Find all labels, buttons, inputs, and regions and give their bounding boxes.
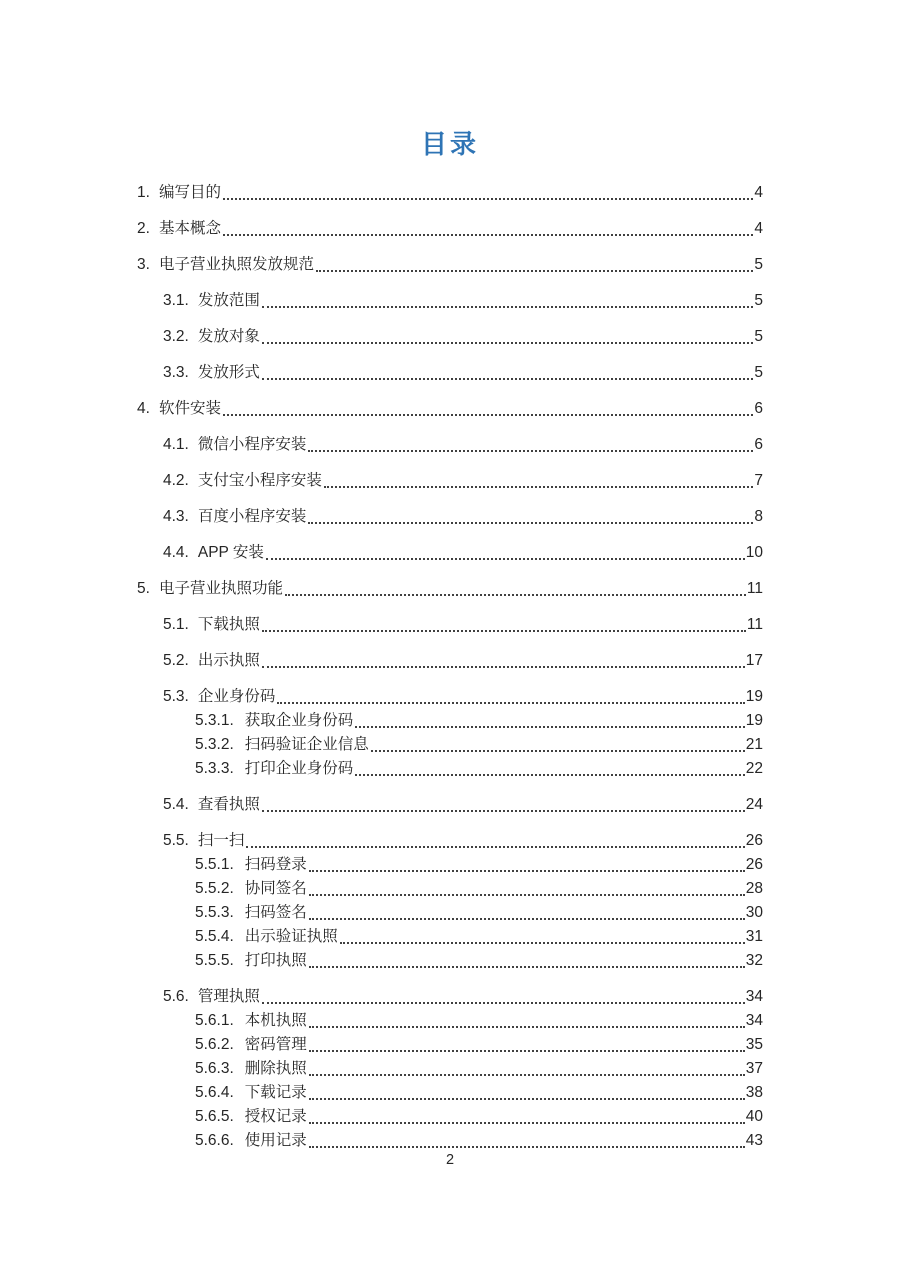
toc-entry-label: 基本概念 bbox=[158, 220, 221, 237]
toc-entry-number: 5.5.3. bbox=[195, 904, 234, 921]
toc-leader-dots bbox=[277, 702, 744, 704]
toc-entry-label: 出示验证执照 bbox=[244, 928, 338, 945]
toc-entry[interactable] bbox=[137, 853, 763, 877]
toc-entry[interactable] bbox=[137, 397, 763, 421]
toc-entry-number: 2. bbox=[137, 220, 150, 237]
toc-entry-number: 5.5.1. bbox=[195, 856, 234, 873]
toc-entry-page: 24 bbox=[745, 796, 763, 813]
toc-entry-page: 40 bbox=[745, 1108, 763, 1125]
toc-entry-label: 扫码验证企业信息 bbox=[244, 736, 369, 753]
toc-leader-dots bbox=[262, 666, 745, 668]
toc-leader-dots bbox=[355, 726, 744, 728]
toc-title: 目录 bbox=[420, 129, 479, 159]
toc-entry-label: 软件安装 bbox=[158, 400, 221, 417]
toc-entry[interactable] bbox=[137, 505, 763, 529]
toc-entry-page: 28 bbox=[745, 880, 763, 897]
toc-entry-page: 4 bbox=[754, 220, 763, 237]
toc-entry[interactable] bbox=[137, 901, 763, 925]
toc-entry-number: 4.1. bbox=[163, 436, 189, 453]
toc-leader-dots bbox=[262, 306, 754, 308]
toc-entry[interactable] bbox=[137, 1033, 763, 1057]
toc-entry[interactable] bbox=[137, 829, 763, 853]
toc-entry[interactable] bbox=[137, 613, 763, 637]
toc-entry-number: 4.3. bbox=[163, 508, 189, 525]
toc-entry-label: 获取企业身份码 bbox=[244, 712, 354, 729]
toc-entry[interactable] bbox=[137, 361, 763, 385]
toc-entry-number: 5.5.5. bbox=[195, 952, 234, 969]
toc-entry-label: 百度小程序安装 bbox=[197, 508, 307, 525]
toc-entry[interactable] bbox=[137, 793, 763, 817]
toc-entry-page: 5 bbox=[754, 256, 763, 273]
toc-entry[interactable] bbox=[137, 325, 763, 349]
toc-leader-dots bbox=[340, 942, 745, 944]
toc-entry-number: 3.3. bbox=[163, 364, 189, 381]
toc-entry-number: 5.6.1. bbox=[195, 1012, 234, 1029]
toc-leader-dots bbox=[309, 966, 745, 968]
toc-entry-number: 5.6.5. bbox=[195, 1108, 234, 1125]
toc-leader-dots bbox=[309, 894, 745, 896]
toc-entry-label: 管理执照 bbox=[197, 988, 260, 1005]
toc-entry-number: 3.2. bbox=[163, 328, 189, 345]
toc-entry-page: 6 bbox=[754, 400, 763, 417]
toc-leader-dots bbox=[309, 1146, 745, 1148]
toc-leader-dots bbox=[309, 1026, 745, 1028]
toc-entry-label: 发放对象 bbox=[197, 328, 260, 345]
toc-entry-page: 31 bbox=[745, 928, 763, 945]
toc-entry[interactable] bbox=[137, 757, 763, 781]
toc-entry[interactable] bbox=[137, 289, 763, 313]
toc-entry-label: 电子营业执照功能 bbox=[158, 580, 283, 597]
toc-entry-label: 密码管理 bbox=[244, 1036, 307, 1053]
toc-entry-number: 5.3.2. bbox=[195, 736, 234, 753]
toc-entry-number: 5.5. bbox=[163, 832, 189, 849]
toc-leader-dots bbox=[371, 750, 745, 752]
toc-leader-dots bbox=[246, 846, 744, 848]
toc-entry-number: 5.6.4. bbox=[195, 1084, 234, 1101]
toc-leader-dots bbox=[266, 558, 745, 560]
toc-entry-page: 30 bbox=[745, 904, 763, 921]
toc-entry[interactable] bbox=[137, 1081, 763, 1105]
toc-entry-page: 7 bbox=[754, 472, 763, 489]
toc-leader-dots bbox=[262, 378, 754, 380]
toc-entry-page: 6 bbox=[754, 436, 763, 453]
toc-entry-number: 1. bbox=[137, 184, 150, 201]
toc-entry-page: 5 bbox=[754, 364, 763, 381]
toc-leader-dots bbox=[262, 630, 746, 632]
toc-entry-number: 5.4. bbox=[163, 796, 189, 813]
toc-entry-number: 4.2. bbox=[163, 472, 189, 489]
toc-leader-dots bbox=[285, 594, 746, 596]
toc-entry-label: 编写目的 bbox=[158, 184, 221, 201]
toc-entry-number: 5.1. bbox=[163, 616, 189, 633]
toc-entry[interactable] bbox=[137, 469, 763, 493]
toc-entry-page: 11 bbox=[746, 580, 763, 597]
toc-entry-page: 26 bbox=[745, 832, 763, 849]
toc-entry[interactable] bbox=[137, 709, 763, 733]
toc-entry-label: 授权记录 bbox=[244, 1108, 307, 1125]
toc-entry-label: 发放范围 bbox=[197, 292, 260, 309]
toc-leader-dots bbox=[316, 270, 753, 272]
toc-entry-page: 4 bbox=[754, 184, 763, 201]
toc-entry-label: 使用记录 bbox=[244, 1132, 307, 1149]
toc-entry-page: 43 bbox=[745, 1132, 763, 1149]
toc-entry-label: 本机执照 bbox=[244, 1012, 307, 1029]
toc-list bbox=[137, 181, 763, 1153]
toc-leader-dots bbox=[308, 522, 753, 524]
toc-entry[interactable] bbox=[137, 949, 763, 973]
toc-entry-number: 4. bbox=[137, 400, 150, 417]
toc-entry-label: 下载执照 bbox=[197, 616, 260, 633]
toc-entry-page: 35 bbox=[745, 1036, 763, 1053]
toc-leader-dots bbox=[309, 918, 745, 920]
toc-entry-number: 5.2. bbox=[163, 652, 189, 669]
toc-entry-page: 19 bbox=[745, 712, 763, 729]
toc-entry[interactable] bbox=[137, 877, 763, 901]
toc-entry-label: 扫码登录 bbox=[244, 856, 307, 873]
toc-entry-number: 5.5.2. bbox=[195, 880, 234, 897]
toc-entry-number: 5. bbox=[137, 580, 150, 597]
toc-entry[interactable] bbox=[137, 649, 763, 673]
toc-entry-page: 5 bbox=[754, 328, 763, 345]
toc-entry-label: 协同签名 bbox=[244, 880, 307, 897]
toc-entry-label: 发放形式 bbox=[197, 364, 260, 381]
toc-leader-dots bbox=[355, 774, 744, 776]
toc-entry-number: 5.6.3. bbox=[195, 1060, 234, 1077]
toc-entry[interactable] bbox=[137, 1057, 763, 1081]
toc-entry-page: 10 bbox=[745, 544, 763, 561]
toc-entry-page: 11 bbox=[746, 616, 763, 633]
toc-entry-label: 下载记录 bbox=[244, 1084, 307, 1101]
toc-entry-page: 34 bbox=[745, 988, 763, 1005]
toc-entry-page: 8 bbox=[754, 508, 763, 525]
toc-entry[interactable] bbox=[137, 541, 763, 565]
toc-entry[interactable] bbox=[137, 1105, 763, 1129]
toc-entry[interactable] bbox=[137, 217, 763, 241]
toc-entry-label: 微信小程序安装 bbox=[197, 436, 307, 453]
toc-entry-label: 企业身份码 bbox=[197, 688, 276, 705]
toc-entry[interactable] bbox=[137, 577, 763, 601]
page-number: 2 bbox=[445, 1152, 455, 1168]
toc-entry[interactable] bbox=[137, 685, 763, 709]
toc-entry-page: 37 bbox=[745, 1060, 763, 1077]
toc-entry-number: 5.3. bbox=[163, 688, 189, 705]
toc-leader-dots bbox=[309, 1098, 745, 1100]
toc-entry-number: 5.3.1. bbox=[195, 712, 234, 729]
toc-leader-dots bbox=[309, 1074, 745, 1076]
toc-entry[interactable] bbox=[137, 733, 763, 757]
toc-leader-dots bbox=[262, 810, 745, 812]
toc-entry-number: 3.1. bbox=[163, 292, 189, 309]
toc-entry[interactable] bbox=[137, 1009, 763, 1033]
toc-entry[interactable] bbox=[137, 253, 763, 277]
toc-leader-dots bbox=[324, 486, 754, 488]
toc-entry[interactable] bbox=[137, 985, 763, 1009]
toc-entry-label: 打印企业身份码 bbox=[244, 760, 354, 777]
toc-entry-number: 5.6. bbox=[163, 988, 189, 1005]
toc-leader-dots bbox=[309, 870, 745, 872]
toc-entry-page: 22 bbox=[745, 760, 763, 777]
toc-entry-number: 4.4. bbox=[163, 544, 189, 561]
toc-entry-label: 打印执照 bbox=[244, 952, 307, 969]
toc-leader-dots bbox=[262, 1002, 745, 1004]
toc-entry-page: 34 bbox=[745, 1012, 763, 1029]
toc-leader-dots bbox=[223, 414, 753, 416]
toc-entry-number: 5.5.4. bbox=[195, 928, 234, 945]
toc-leader-dots bbox=[309, 1050, 745, 1052]
toc-entry-label: 删除执照 bbox=[244, 1060, 307, 1077]
toc-entry-number: 5.6.2. bbox=[195, 1036, 234, 1053]
toc-entry-label: 查看执照 bbox=[197, 796, 260, 813]
toc-entry-page: 26 bbox=[745, 856, 763, 873]
toc-entry-number: 5.6.6. bbox=[195, 1132, 234, 1149]
toc-leader-dots bbox=[223, 234, 753, 236]
toc-entry-page: 21 bbox=[745, 736, 763, 753]
toc-entry-label: 扫一扫 bbox=[197, 832, 245, 849]
toc-entry-page: 19 bbox=[745, 688, 763, 705]
toc-entry-page: 32 bbox=[745, 952, 763, 969]
toc-entry-page: 5 bbox=[754, 292, 763, 309]
toc-entry-label: 支付宝小程序安装 bbox=[197, 472, 322, 489]
toc-entry-page: 38 bbox=[745, 1084, 763, 1101]
page-footer bbox=[0, 1150, 900, 1170]
toc-entry-number: 3. bbox=[137, 256, 150, 273]
toc-entry-number: 5.3.3. bbox=[195, 760, 234, 777]
toc-entry-label: 扫码签名 bbox=[244, 904, 307, 921]
toc-entry[interactable] bbox=[137, 181, 763, 205]
toc-entry-label: 出示执照 bbox=[197, 652, 260, 669]
toc-entry-label: 电子营业执照发放规范 bbox=[158, 256, 314, 273]
toc-leader-dots bbox=[262, 342, 754, 344]
toc-entry[interactable] bbox=[137, 925, 763, 949]
toc-entry-label: APP 安装 bbox=[197, 544, 264, 561]
toc-leader-dots bbox=[223, 198, 753, 200]
toc-entry-page: 17 bbox=[745, 652, 763, 669]
toc-entry[interactable] bbox=[137, 433, 763, 457]
toc-leader-dots bbox=[308, 450, 753, 452]
toc-leader-dots bbox=[309, 1122, 745, 1124]
